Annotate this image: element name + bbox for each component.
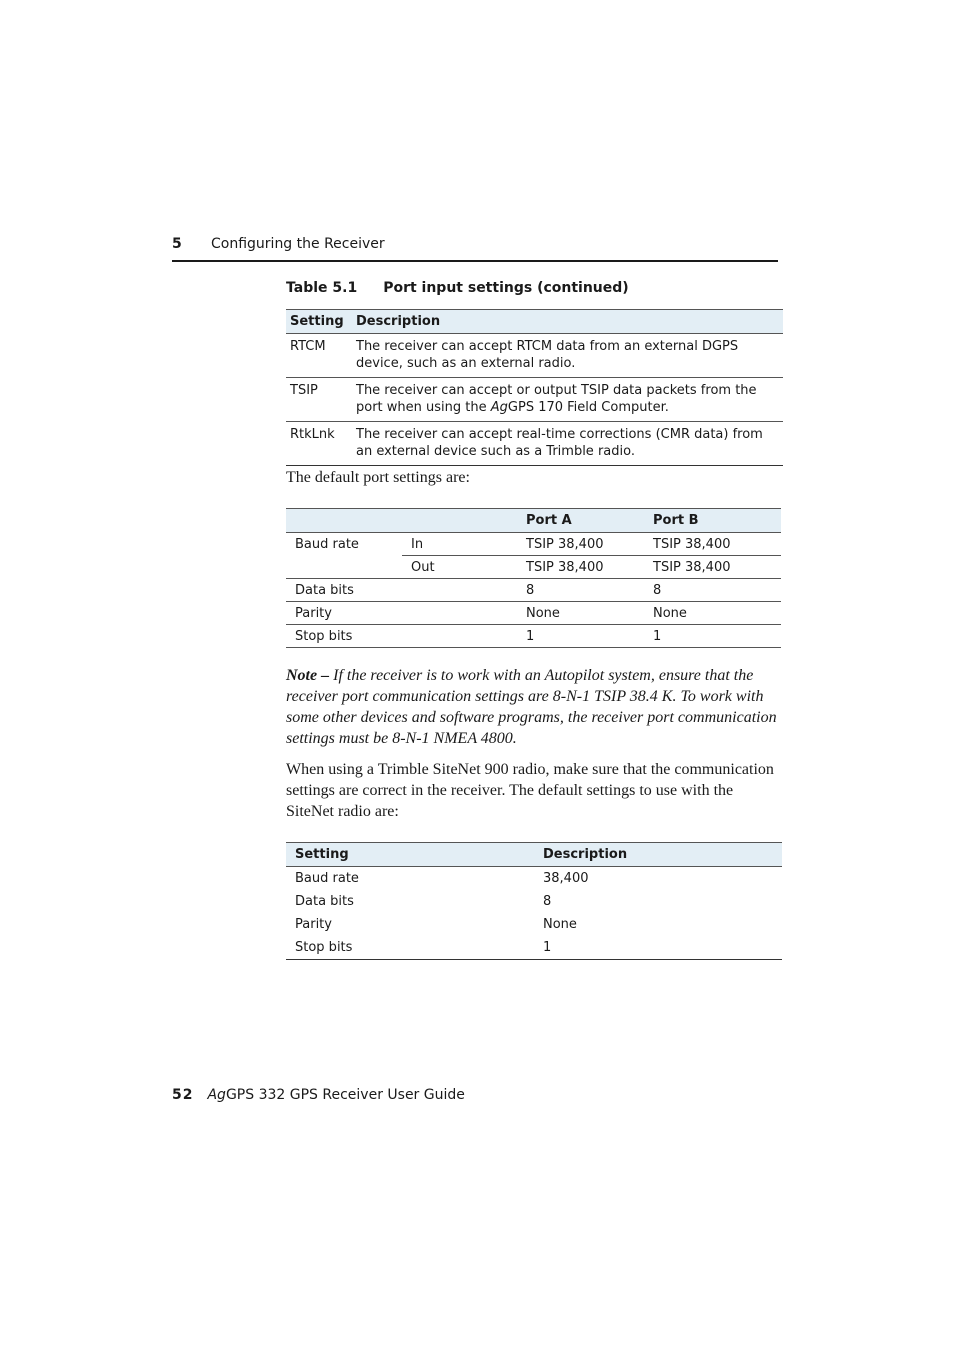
description-cell xyxy=(352,378,783,422)
description-cell: 1 xyxy=(534,936,782,960)
setting-cell: Baud rate xyxy=(295,536,359,552)
table-row xyxy=(286,936,782,960)
page-number: 52 xyxy=(172,1087,194,1103)
table-row xyxy=(286,556,781,579)
default-port-settings-table xyxy=(286,508,781,648)
column-header-blank xyxy=(286,509,402,533)
direction-cell: Out xyxy=(402,556,526,579)
note-label: Note – xyxy=(286,667,330,684)
page-footer xyxy=(172,1087,465,1103)
port-a-cell: 1 xyxy=(526,625,653,648)
port-a-cell: TSIP 38,400 xyxy=(526,556,653,579)
table-row xyxy=(286,602,781,625)
description-cell: The receiver can accept real-time corrections (CMR data) from an external device such as a Trimble radio. xyxy=(352,422,783,466)
port-b-cell: 1 xyxy=(653,625,781,648)
chapter-title: Configuring the Receiver xyxy=(211,236,385,252)
brand-prefix: Ag xyxy=(207,1087,226,1103)
table-row xyxy=(286,579,781,602)
setting-cell: Stop bits xyxy=(286,625,402,648)
default-port-settings-intro: The default port settings are: xyxy=(286,469,470,486)
port-b-cell: None xyxy=(653,602,781,625)
setting-cell: Parity xyxy=(295,917,332,932)
port-b-cell: TSIP 38,400 xyxy=(653,533,781,556)
port-b-cell: TSIP 38,400 xyxy=(653,556,781,579)
column-header-description: Description xyxy=(534,843,782,867)
direction-cell xyxy=(402,579,526,602)
table-caption xyxy=(286,280,629,296)
sitenet-settings-table xyxy=(286,842,782,960)
description-cell: 38,400 xyxy=(543,871,589,886)
port-b-cell: 8 xyxy=(653,579,781,602)
column-header-port-a: Port A xyxy=(526,509,653,533)
table-row xyxy=(286,533,781,556)
direction-cell xyxy=(402,625,526,648)
chapter-number: 5 xyxy=(172,236,182,252)
description-cell: The receiver can accept RTCM data from an external DGPS device, such as an external radio. xyxy=(352,334,783,378)
description-cell: 8 xyxy=(543,894,552,909)
setting-cell: Baud rate xyxy=(295,871,359,886)
setting-cell: Data bits xyxy=(295,894,354,909)
setting-cell xyxy=(286,556,402,579)
port-input-settings-table xyxy=(286,309,783,466)
table-header-row xyxy=(286,509,781,533)
port-a-cell: None xyxy=(526,602,653,625)
table-header-row xyxy=(286,843,782,867)
running-header xyxy=(172,236,778,262)
column-header-setting: Setting xyxy=(286,843,534,867)
setting-cell: RTCM xyxy=(286,334,352,378)
description-text: GPS 170 Field Computer. xyxy=(507,400,669,415)
table-row xyxy=(286,913,782,936)
guide-title xyxy=(207,1087,464,1103)
table-row xyxy=(286,422,783,466)
table-row xyxy=(286,890,782,913)
description-cell: None xyxy=(543,917,577,932)
column-header-blank xyxy=(402,509,526,533)
table-caption-title: Port input settings (continued) xyxy=(383,280,629,296)
table-header-row xyxy=(286,310,783,334)
setting-cell: Stop bits xyxy=(286,936,534,960)
brand-prefix: Ag xyxy=(490,400,508,415)
note xyxy=(286,665,780,749)
table-caption-number: Table 5.1 xyxy=(286,280,358,296)
port-a-cell: 8 xyxy=(526,579,653,602)
guide-title-text: GPS 332 GPS Receiver User Guide xyxy=(225,1087,465,1103)
description-text: The receiver can accept or output TSIP data packets from the port when using the xyxy=(356,383,757,415)
setting-cell: Data bits xyxy=(286,579,402,602)
direction-cell: In xyxy=(402,533,526,556)
table-row xyxy=(286,334,783,378)
table-row xyxy=(286,625,781,648)
sitenet-paragraph: When using a Trimble SiteNet 900 radio, make sure that the communication settings are correct in the receiver. The default settings to use with the SiteNet radio are: xyxy=(286,761,774,820)
port-a-cell: TSIP 38,400 xyxy=(526,533,653,556)
setting-cell: RtkLnk xyxy=(286,422,352,466)
setting-cell: TSIP xyxy=(286,378,352,422)
column-header-description: Description xyxy=(352,310,783,334)
column-header-setting: Setting xyxy=(286,310,352,334)
table-row xyxy=(286,378,783,422)
table-row xyxy=(286,867,782,891)
setting-cell: Parity xyxy=(286,602,402,625)
direction-cell xyxy=(402,602,526,625)
column-header-port-b: Port B xyxy=(653,509,781,533)
note-text: If the receiver is to work with an Autopilot system, ensure that the receiver port communication settings are 8-N-1 TSIP 38.4 K. To work with some other devices and software programs, the receiver port communication settings must be 8-N-1 NMEA 4800. xyxy=(286,667,777,747)
